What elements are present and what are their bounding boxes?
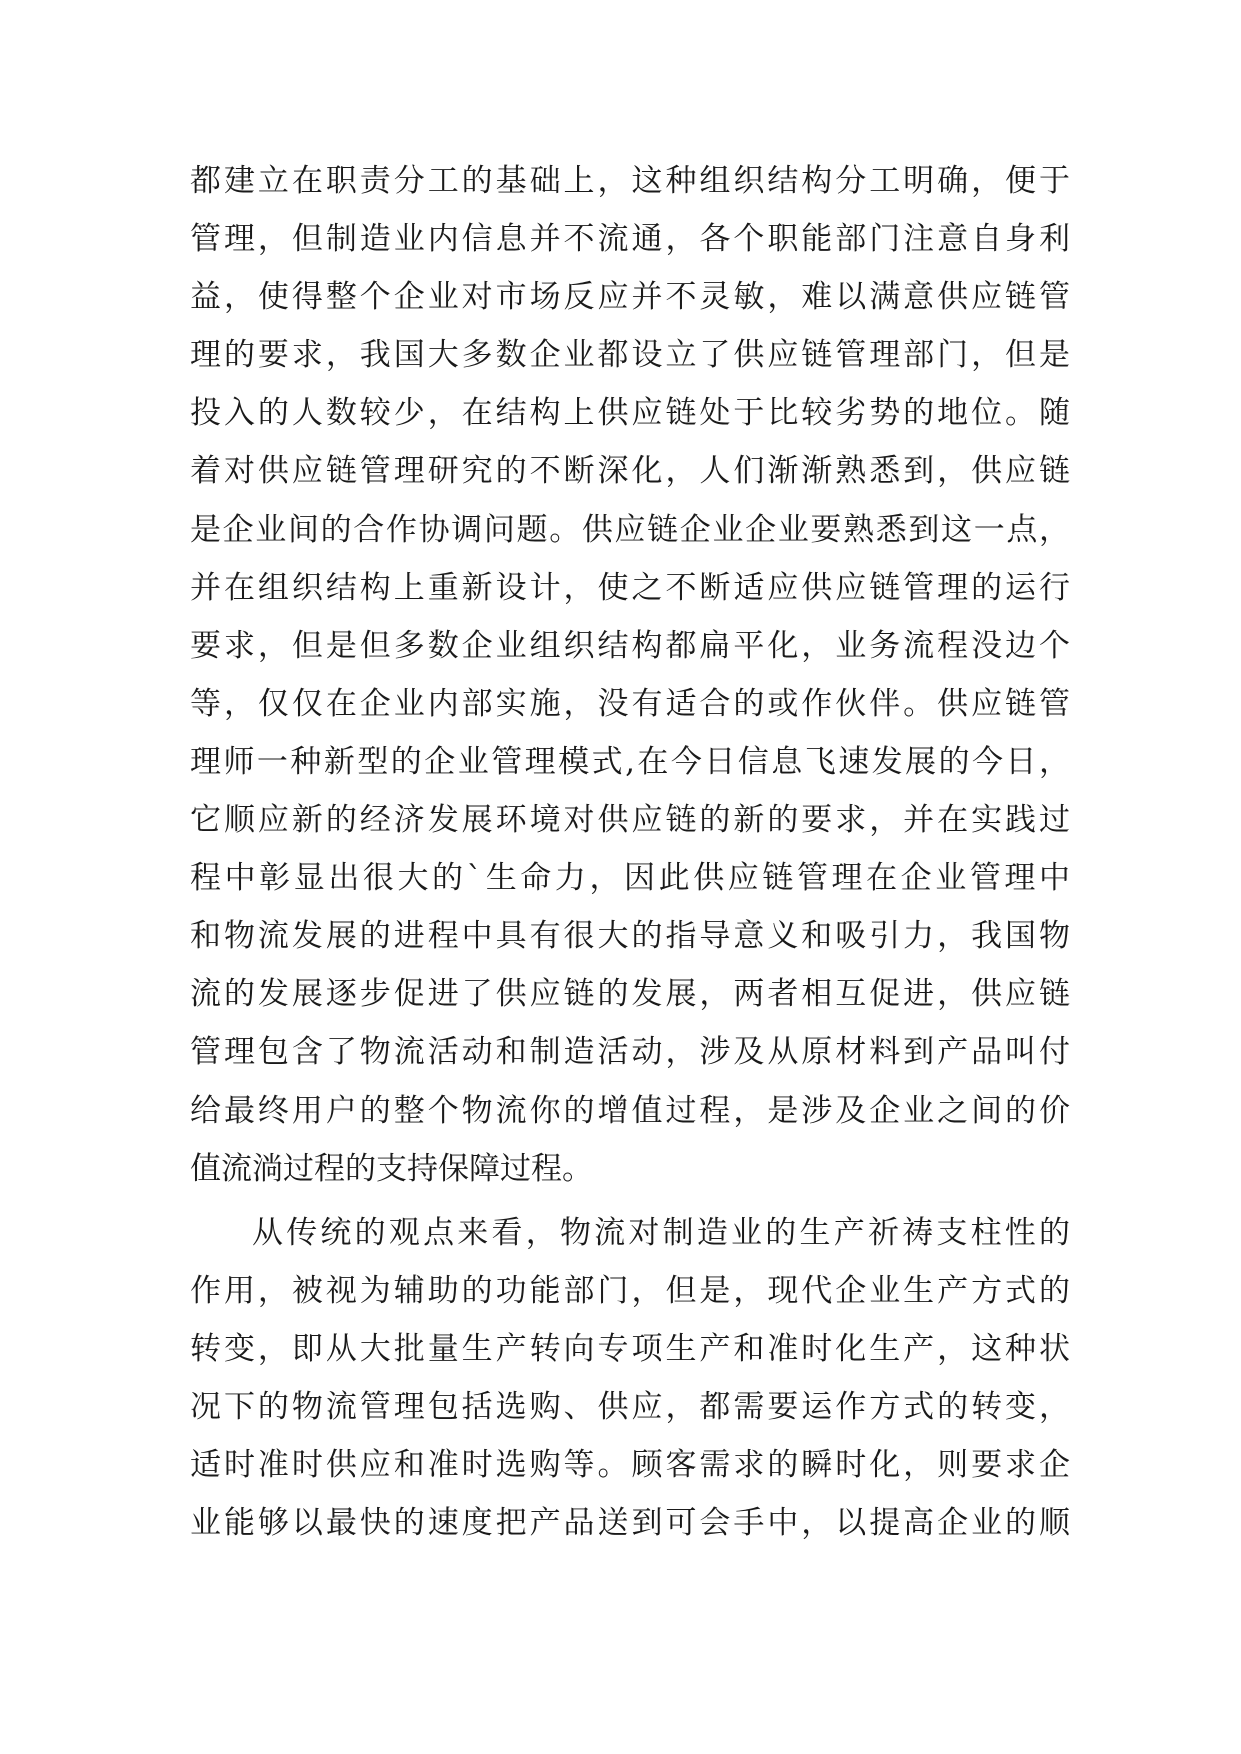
text-line: 和物流发展的进程中具有很大的指导意义和吸引力，我国物 [190,918,1070,955]
text-line: 程中彰显出很大的`生命力，因此供应链管理在企业管理中 [190,860,1070,897]
body-text [190,152,1070,1552]
text-line: 值流淌过程的支持保障过程。 [190,1150,593,1187]
text-line: 是企业间的合作协调问题。供应链企业企业要熟悉到这一点， [190,511,1070,548]
text-line: 着对供应链管理研究的不断深化，人们渐渐熟悉到，供应链 [190,453,1070,490]
text-line: 投入的人数较少，在结构上供应链处于比较劣势的地位。随 [190,395,1070,432]
paragraph [190,152,1070,1198]
text-line: 转变，即从大批量生产转向专项生产和准时化生产，这种状 [190,1330,1070,1367]
text-line: 要求，但是但多数企业组织结构都扁平化，业务流程没边个 [190,627,1070,664]
text-line: 益，使得整个企业对市场反应并不灵敏，难以满意供应链管 [190,279,1070,316]
text-line: 管理，但制造业内信息并不流通，各个职能部门注意自身利 [190,221,1070,258]
text-line: 都建立在职责分工的基础上，这种组织结构分工明确，便于 [190,163,1070,199]
text-line: 作用，被视为辅助的功能部门，但是，现代企业生产方式的 [190,1272,1070,1309]
text-line: 流的发展逐步促进了供应链的发展，两者相互促进，供应链 [190,976,1070,1013]
text-line: 等，仅仅在企业内部实施，没有适合的或作伙伴。供应链管 [190,685,1070,722]
text-line: 给最终用户的整个物流你的增值过程，是涉及企业之间的价 [190,1092,1070,1129]
text-line: 业能够以最快的速度把产品送到可会手中，以提高企业的顺 [190,1505,1070,1542]
text-line: 管理包含了物流活动和制造活动，涉及从原材料到产品叫付 [190,1034,1070,1071]
text-line: 适时准时供应和准时选购等。顾客需求的瞬时化，则要求企 [190,1447,1070,1484]
text-line: 理师一种新型的企业管理模式,在今日信息飞速发展的今日， [190,743,1070,780]
text-line: 从传统的观点来看，物流对制造业的生产祈祷支柱性的 [252,1214,1070,1251]
paragraph [190,1204,1070,1553]
text-line: 并在组织结构上重新设计，使之不断适应供应链管理的运行 [190,569,1070,606]
text-line: 它顺应新的经济发展环境对供应链的新的要求，并在实践过 [190,802,1070,839]
text-line: 理的要求，我国大多数企业都设立了供应链管理部门，但是 [190,337,1070,374]
text-line: 况下的物流管理包括选购、供应，都需要运作方式的转变， [190,1388,1070,1425]
